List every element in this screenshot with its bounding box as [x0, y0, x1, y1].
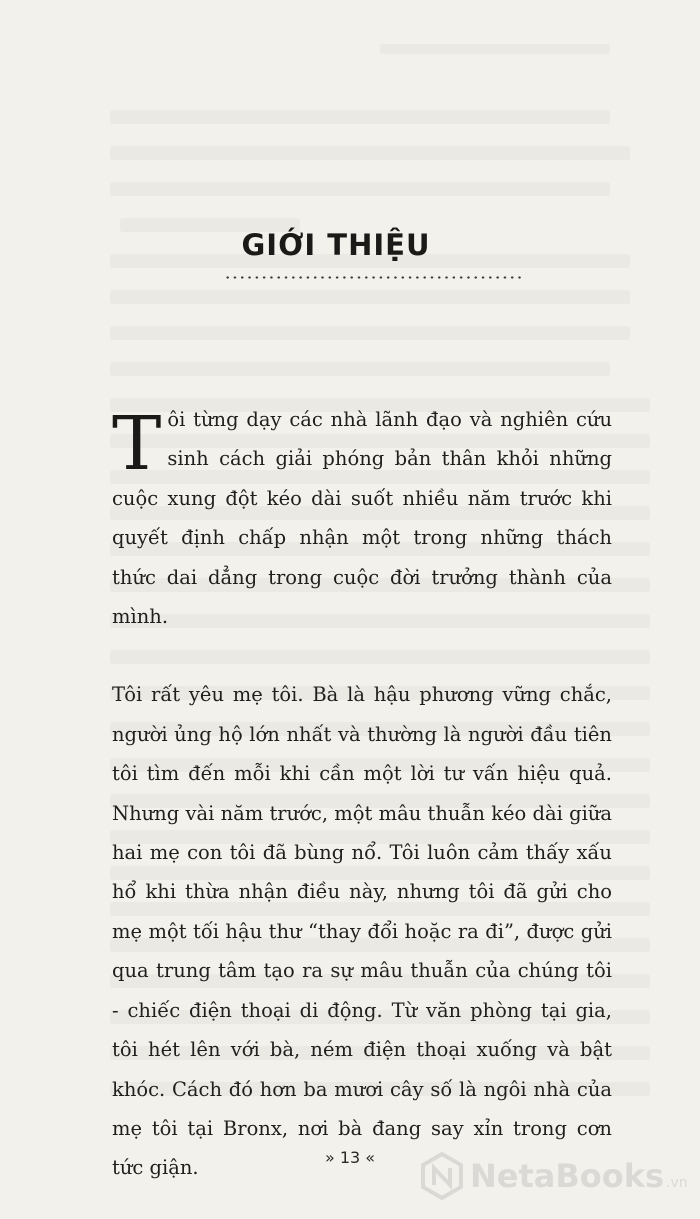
paragraph-1: [112, 400, 612, 636]
page-number: » 13 «: [324, 1148, 376, 1167]
drop-cap-letter: T: [112, 401, 162, 487]
title-dotted-divider: [224, 276, 524, 279]
body-text: [112, 400, 612, 1188]
watermark-brand: NetaBooks: [470, 1157, 665, 1195]
paragraph-1-text: ôi từng dạy các nhà lãnh đạo và nghiên cứu sinh cách giải phóng bản thân khỏi những cuộc xung đột kéo dài suốt nhiều năm trước khi quyết định chấp nhận một trong những thách thức dai dẳng trong cuộc đời trưởng thành của mình.: [112, 408, 612, 629]
chapter-title: GIỚI THIỆU: [241, 228, 431, 262]
netabooks-logo-icon: [420, 1152, 464, 1200]
paragraph-2: Tôi rất yêu mẹ tôi. Bà là hậu phương vững chắc, người ủng hộ lớn nhất và thường là người đầu tiên tôi tìm đến mỗi khi cần một lời tư vấn hiệu quả. Nhưng vài năm trước, một mâu thuẫn kéo dài giữa hai mẹ con tôi đã bùng nổ. Tôi luôn cảm thấy xấu hổ khi thừa nhận điều này, nhưng tôi đã gửi cho mẹ một tối hậu thư “thay đổi hoặc ra đi”, được gửi qua trung tâm tạo ra sự mâu thuẫn của chúng tôi - chiếc điện thoại di động. Từ văn phòng tại gia, tôi hét lên với bà, ném điện thoại xuống và bật khóc. Cách đó hơn ba mươi cây số là ngôi nhà của mẹ tôi tại Bronx, nơi bà đang say xỉn trong cơn tức giận.: [112, 683, 612, 1180]
watermark-domain: .vn: [666, 1175, 688, 1191]
netabooks-watermark: [420, 1152, 688, 1200]
